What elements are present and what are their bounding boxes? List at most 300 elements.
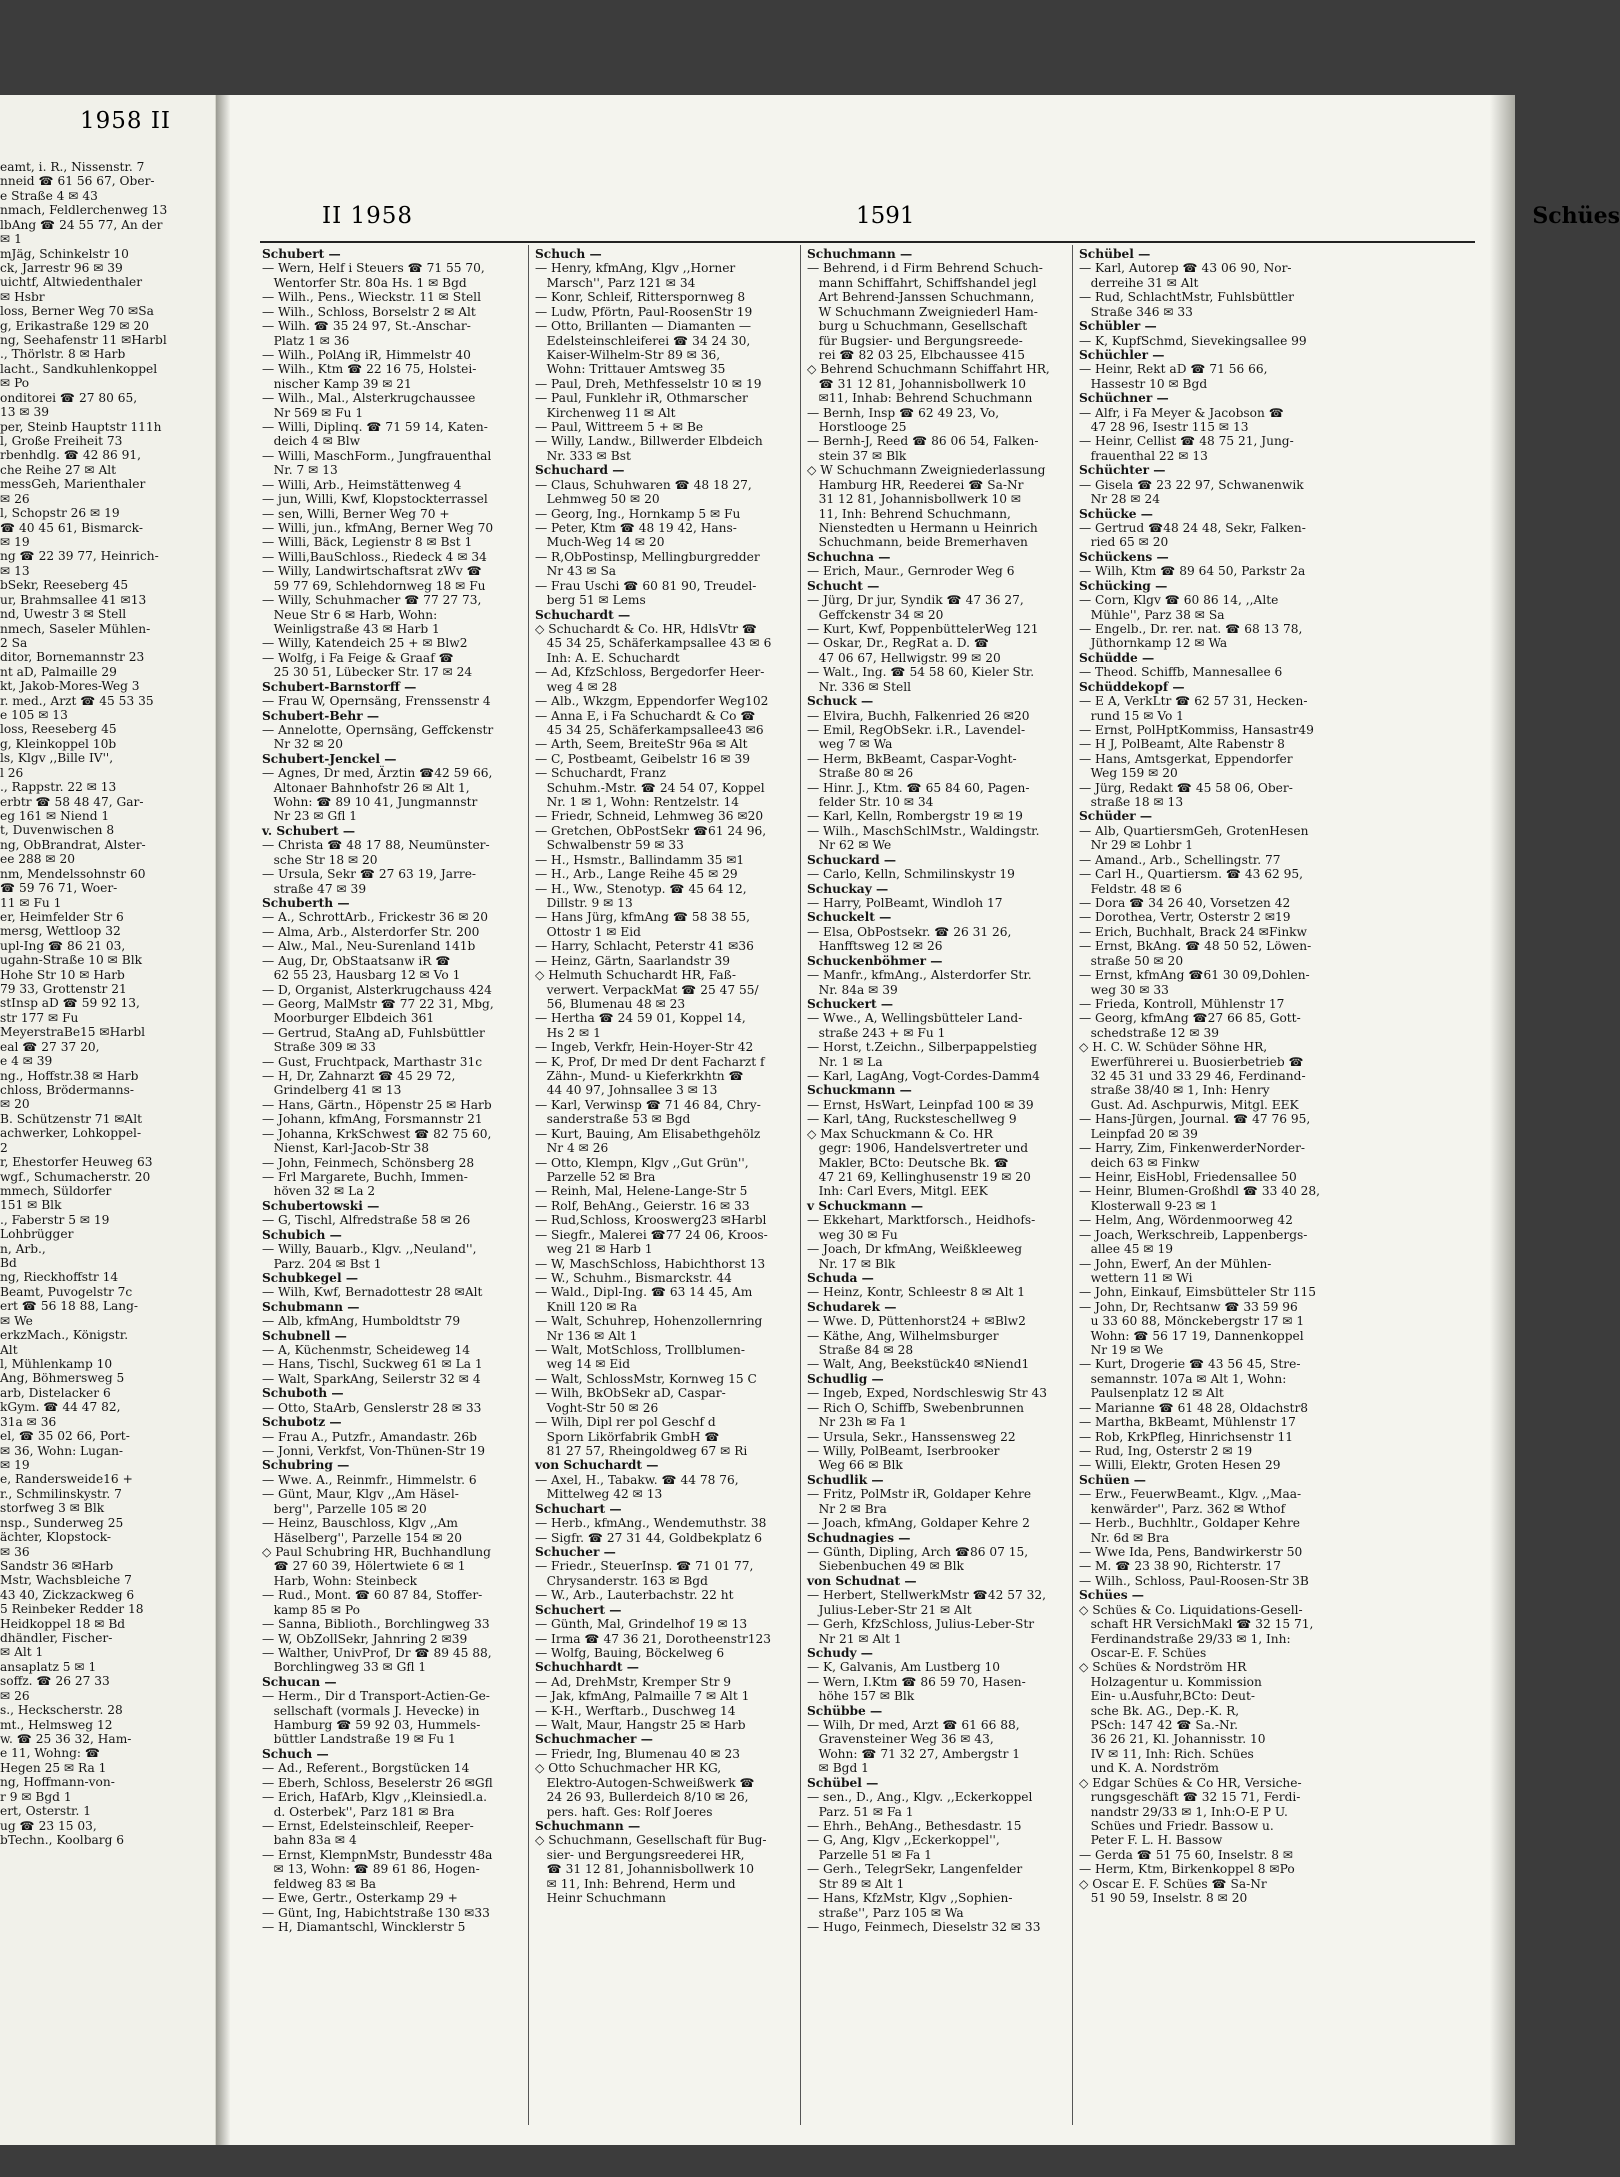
directory-entry-line: w. ☎ 25 36 32, Ham- bbox=[0, 1731, 132, 1746]
directory-entry-line: nischer Kamp 39 ✉ 21 bbox=[262, 376, 412, 391]
directory-entry-line: — H., Hsmstr., Ballindamm 35 ✉1 bbox=[535, 852, 745, 867]
directory-entry-line: deich 63 ✉ Finkw bbox=[1079, 1155, 1200, 1170]
directory-entry-line: — John, Dr, Rechtsanw ☎ 33 59 96 bbox=[1079, 1299, 1298, 1314]
directory-entry-line: ◇ Schües & Nordström HR bbox=[1079, 1660, 1247, 1675]
directory-entry-line: ☎ 27 60 39, Hölertwiete 6 ✉ 1 bbox=[262, 1559, 466, 1574]
directory-entry-line: 59 77 69, Schlehdornweg 18 ✉ Fu bbox=[262, 578, 486, 593]
directory-entry-line: Moorburger Elbdeich 361 bbox=[262, 1011, 435, 1026]
directory-entry-line: rei ☎ 82 03 25, Elbchaussee 415 bbox=[807, 347, 1025, 362]
directory-entry-line: — Friedr, Schneid, Lehmweg 36 ✉20 bbox=[535, 809, 764, 824]
directory-entry-line: — John, Feinmech, Schönsberg 28 bbox=[262, 1155, 475, 1170]
directory-entry-line: Schücke — bbox=[1079, 506, 1153, 521]
directory-entry-line: — Alfr, i Fa Meyer & Jacobson ☎ bbox=[1079, 405, 1284, 420]
directory-entry-line: Voght-Str 50 ✉ 26 bbox=[535, 1400, 659, 1415]
directory-entry-line: Gravensteiner Weg 36 ✉ 43, bbox=[807, 1732, 994, 1747]
directory-entry-line: — Frau Uschi ☎ 60 81 90, Treudel- bbox=[535, 578, 757, 593]
directory-entry-line: PSch: 147 42 ☎ Sa.-Nr. bbox=[1079, 1718, 1239, 1733]
directory-entry-line: — John, Ewerf, An der Mühlen- bbox=[1079, 1256, 1272, 1271]
directory-entry-line: ✉11, Inhab: Behrend Schuchmann bbox=[807, 391, 1033, 406]
directory-entry-line: — Reinh, Mal, Helene-Lange-Str 5 bbox=[535, 1184, 748, 1199]
page-edge-shadow bbox=[1490, 95, 1515, 2145]
directory-entry-line: — Wilh, Dr med, Arzt ☎ 61 66 88, bbox=[807, 1718, 1020, 1733]
directory-entry-line: g, Erikastraße 129 ✉ 20 bbox=[0, 318, 150, 333]
directory-entry-line: — Walt, Ang, Beekstück40 ✉Niend1 bbox=[807, 1357, 1030, 1372]
directory-entry-line: frauenthal 22 ✉ 13 bbox=[1079, 448, 1208, 463]
directory-entry-line: — John, Einkauf, Eimsbütteler Str 115 bbox=[1079, 1285, 1316, 1300]
directory-entry-line: ✉ Hsbr bbox=[0, 289, 45, 304]
directory-entry-line: — Joach, kfmAng, Goldaper Kehre 2 bbox=[807, 1516, 1030, 1531]
directory-entry-line: dhändler, Fischer- bbox=[0, 1631, 113, 1646]
directory-entry-line: — Ursula, Sekr., Hanssensweg 22 bbox=[807, 1429, 1016, 1444]
directory-column-3 bbox=[807, 247, 1067, 1934]
directory-entry-line: — Heinr, Cellist ☎ 48 75 21, Jung- bbox=[1079, 434, 1294, 449]
directory-entry-line: Schudlik — bbox=[807, 1472, 884, 1487]
directory-entry-line: verwert. VerpackMat ☎ 25 47 55/ bbox=[535, 982, 759, 997]
directory-entry-line: Schuchert — bbox=[535, 1602, 622, 1617]
directory-entry-line: — Wilh, Dipl rer pol Geschf d bbox=[535, 1415, 716, 1430]
directory-entry-line: Schudnagies — bbox=[807, 1530, 911, 1545]
directory-entry-line: Schudarek — bbox=[807, 1299, 897, 1314]
directory-entry-line: 62 55 23, Hausbarg 12 ✉ Vo 1 bbox=[262, 968, 461, 983]
directory-entry-line: — H, Dr, Zahnarzt ☎ 45 29 72, bbox=[262, 1069, 456, 1084]
directory-entry-line: — Wolfg, Bauing, Böckelweg 6 bbox=[535, 1645, 725, 1660]
directory-entry-line: Borchlingweg 33 ✉ Gfl 1 bbox=[262, 1660, 427, 1675]
directory-entry-line: Nr. 17 ✉ Blk bbox=[807, 1256, 896, 1271]
directory-entry-line: l, Schopstr 26 ✉ 19 bbox=[0, 506, 120, 521]
directory-entry-line: felder Str. 10 ✉ 34 bbox=[807, 795, 934, 810]
directory-entry-line: Weinligstraße 43 ✉ Harb 1 bbox=[262, 621, 440, 636]
directory-entry-line: sche Bk. AG., Dep.-K. R, bbox=[1079, 1703, 1240, 1718]
directory-entry-line: Schuchmann — bbox=[535, 1818, 641, 1833]
directory-entry-line: gegr: 1906, Handelsvertreter und bbox=[807, 1141, 1029, 1156]
directory-entry-line: rungsgeschäft ☎ 32 15 71, Ferdi- bbox=[1079, 1790, 1301, 1805]
directory-entry-line: Schüdde — bbox=[1079, 650, 1155, 665]
directory-entry-line: — Axel, H., Tabakw. ☎ 44 78 76, bbox=[535, 1472, 739, 1487]
directory-entry-line: — Walt, Schuhrep, Hohenzollernring bbox=[535, 1314, 763, 1329]
directory-entry-line: ug ☎ 23 15 03, bbox=[0, 1818, 97, 1833]
directory-entry-line: Schüder — bbox=[1079, 809, 1153, 824]
directory-entry-line: kGym. ☎ 44 47 82, bbox=[0, 1400, 121, 1415]
directory-entry-line: r 9 ✉ Bgd 1 bbox=[0, 1789, 72, 1804]
directory-entry-line: r., Schmilinskystr. 7 bbox=[0, 1486, 122, 1501]
directory-entry-line: — Johanna, KrkSchwest ☎ 82 75 60, bbox=[262, 1126, 492, 1141]
directory-entry-line: Straße 80 ✉ 26 bbox=[807, 766, 914, 781]
directory-entry-line: — Erw., FeuerwBeamt., Klgv. ,,Maa- bbox=[1079, 1487, 1302, 1502]
directory-entry-line: nm, Mendelssohnstr 60 bbox=[0, 866, 146, 881]
directory-entry-line: ◇ Edgar Schües & Co HR, Versiche- bbox=[1079, 1775, 1302, 1790]
directory-entry-line: — K, KupfSchmd, Sievekingsallee 99 bbox=[1079, 333, 1307, 348]
directory-entry-line: Beamt, Puvogelstr 7c bbox=[0, 1284, 133, 1299]
directory-entry-line: nneid ☎ 61 56 67, Ober- bbox=[0, 174, 155, 189]
directory-entry-line: Ottostr 1 ✉ Eid bbox=[535, 924, 641, 939]
directory-entry-line: nmech, Saseler Mühlen- bbox=[0, 621, 151, 636]
directory-entry-line: Schwalbenstr 59 ✉ 33 bbox=[535, 838, 684, 853]
directory-entry-line: — Behrend, i d Firm Behrend Schuch- bbox=[807, 261, 1043, 276]
directory-entry-line: kenwärder'', Parz. 362 ✉ Wthof bbox=[1079, 1501, 1286, 1516]
directory-entry-line: — Willy, Bauarb., Klgv. ,,Neuland'', bbox=[262, 1242, 477, 1257]
directory-entry-line: 43 40, Zickzackweg 6 bbox=[0, 1587, 135, 1602]
directory-entry-line: B. Schützenstr 71 ✉Alt bbox=[0, 1111, 143, 1126]
directory-entry-line: — Rud, SchlachtMstr, Fuhlsbüttler bbox=[1079, 290, 1294, 305]
directory-entry-line: Schucht — bbox=[807, 578, 880, 593]
directory-entry-line: ck, Jarrestr 96 ✉ 39 bbox=[0, 260, 123, 275]
directory-entry-line: ◇ Schües & Co. Liquidations-Gesell- bbox=[1079, 1602, 1303, 1617]
directory-entry-line: ✉ 13 bbox=[0, 563, 30, 578]
directory-entry-line: — Gertrud ☎48 24 48, Sekr, Falken- bbox=[1079, 521, 1306, 536]
directory-entry-line: — Alb, kfmAng, Humboldtstr 79 bbox=[262, 1314, 461, 1329]
directory-entry-line: Schuch — bbox=[262, 1746, 329, 1761]
directory-entry-line: — Hans, Tischl, Suckweg 61 ✉ La 1 bbox=[262, 1357, 483, 1372]
directory-entry-line: ✉ Po bbox=[0, 376, 30, 391]
directory-entry-line: Alt bbox=[0, 1342, 18, 1357]
right-page bbox=[230, 95, 1620, 2145]
directory-entry-line: Mittelweg 42 ✉ 13 bbox=[535, 1487, 663, 1502]
directory-entry-line: Hs 2 ✉ 1 bbox=[535, 1025, 601, 1040]
directory-entry-line: Horstlooge 25 bbox=[807, 420, 907, 435]
directory-entry-line: — Wilh., PolAng iR, Himmelstr 40 bbox=[262, 347, 471, 362]
directory-entry-line: Straße 346 ✉ 33 bbox=[1079, 304, 1193, 319]
directory-entry-line: — Agnes, Dr med, Ärztin ☎42 59 66, bbox=[262, 766, 493, 781]
directory-entry-line: — Elsa, ObPostsekr. ☎ 26 31 26, bbox=[807, 924, 1012, 939]
directory-entry-line: — Gerh, KfzSchloss, Julius-Leber-Str bbox=[807, 1617, 1035, 1632]
directory-entry-line: 25 30 51, Lübecker Str. 17 ✉ 24 bbox=[262, 665, 473, 680]
directory-entry-line: — Günth, Mal, Grindelhof 19 ✉ 13 bbox=[535, 1617, 748, 1632]
directory-entry-line: — Wwe. A., Reinmfr., Himmelstr. 6 bbox=[262, 1472, 477, 1487]
directory-entry-line: Schubmann — bbox=[262, 1299, 360, 1314]
directory-entry-line: Schubertowski — bbox=[262, 1198, 380, 1213]
directory-entry-line: Wohn: ☎ 89 10 41, Jungmannstr bbox=[262, 795, 478, 810]
directory-entry-line: — Gerda ☎ 51 75 60, Inselstr. 8 ✉ bbox=[1079, 1847, 1294, 1862]
directory-entry-line: Elektro-Autogen-Schweißwerk ☎ bbox=[535, 1775, 755, 1790]
directory-entry-line: — Alw., Mal., Neu-Surenland 141b bbox=[262, 939, 476, 954]
directory-entry-line: kt, Jakob-Mores-Weg 3 bbox=[0, 679, 140, 694]
directory-entry-line: Schuchart — bbox=[535, 1501, 622, 1516]
directory-column-2 bbox=[535, 247, 795, 1906]
directory-entry-line: ◇ Behrend Schuchmann Schiffahrt HR, bbox=[807, 362, 1050, 377]
directory-entry-line: Schuchmann, beide Bremerhaven bbox=[807, 535, 1028, 550]
directory-entry-line: Mstr, Wachsbleiche 7 bbox=[0, 1573, 132, 1588]
directory-entry-line: Makler, BCto: Deutsche Bk. ☎ bbox=[807, 1155, 1009, 1170]
directory-entry-line: 24 26 93, Bullerdeich 8/10 ✉ 26, bbox=[535, 1790, 749, 1805]
directory-entry-line: 47 06 67, Hellwigstr. 99 ✉ 20 bbox=[807, 650, 1001, 665]
directory-entry-line: ansaplatz 5 ✉ 1 bbox=[0, 1659, 97, 1674]
directory-entry-line: e 105 ✉ 13 bbox=[0, 708, 68, 723]
directory-entry-line: Schuckay — bbox=[807, 881, 889, 896]
directory-entry-line: 47 28 96, Isestr 115 ✉ 13 bbox=[1079, 420, 1249, 435]
directory-entry-line: Wohn: Trittauer Amtsweg 35 bbox=[535, 362, 726, 377]
directory-entry-line: — Jürg, Redakt ☎ 45 58 06, Ober- bbox=[1079, 780, 1293, 795]
directory-entry-line: Nr 21 ✉ Alt 1 bbox=[807, 1631, 902, 1646]
directory-column-4 bbox=[1079, 247, 1339, 1906]
directory-entry-line: — Kurt, Drogerie ☎ 43 56 45, Stre- bbox=[1079, 1357, 1301, 1372]
directory-entry-line: ✉ 11, Inh: Behrend, Herm und bbox=[535, 1876, 736, 1891]
directory-entry-line: — Arth, Seem, BreiteStr 96a ✉ Alt bbox=[535, 737, 748, 752]
directory-entry-line: Parz. 204 ✉ Bst 1 bbox=[262, 1256, 382, 1271]
directory-entry-line: ugahn-Straße 10 ✉ Blk bbox=[0, 953, 143, 968]
directory-entry-line: — W., Schuhm., Bismarckstr. 44 bbox=[535, 1270, 732, 1285]
directory-entry-line: Oscar-E. F. Schües bbox=[1079, 1645, 1207, 1660]
directory-entry-line: straße 47 ✉ 39 bbox=[262, 881, 367, 896]
directory-entry-line: burg u Schuchmann, Gesellschaft bbox=[807, 319, 1028, 334]
directory-entry-line: nandstr 29/33 ✉ 1, Inh:O-E P U. bbox=[1079, 1804, 1288, 1819]
directory-entry-line: 51 90 59, Inselstr. 8 ✉ 20 bbox=[1079, 1891, 1248, 1906]
directory-entry-line: — Karl, tAng, Rucksteschellweg 9 bbox=[807, 1112, 1017, 1127]
directory-entry-line: bSekr, Reeseberg 45 bbox=[0, 578, 129, 593]
directory-entry-line: ., Thörlstr. 8 ✉ Harb bbox=[0, 347, 126, 362]
directory-entry-line: — Günt, Ing, Habichtstraße 130 ✉33 bbox=[262, 1905, 490, 1920]
directory-entry-line: Hamburg HR, Reederei ☎ Sa-Nr bbox=[807, 477, 1024, 492]
directory-entry-line: Schuckmann — bbox=[807, 1083, 912, 1098]
directory-entry-line: mmech, Süldorfer bbox=[0, 1183, 112, 1198]
directory-entry-line: 31 12 81, Johannisbollwerk 10 ✉ bbox=[807, 492, 1022, 507]
directory-entry-line: — Dorothea, Vertr, Osterstr 2 ✉19 bbox=[1079, 910, 1291, 925]
directory-entry-line: — Otto, Klempn, Klgv ,,Gut Grün'', bbox=[535, 1155, 749, 1170]
left-page-column bbox=[0, 160, 210, 1847]
directory-entry-line: — G, Ang, Klgv ,,Eckerkoppel'', bbox=[807, 1833, 1000, 1848]
directory-entry-line: Bd bbox=[0, 1256, 17, 1271]
directory-entry-line: — H, Diamantschl, Wincklerstr 5 bbox=[262, 1919, 466, 1934]
directory-entry-line: — Ernst, HsWart, Leinpfad 100 ✉ 39 bbox=[807, 1097, 1034, 1112]
directory-entry-line: — A, Küchenmstr, Scheideweg 14 bbox=[262, 1343, 470, 1358]
directory-entry-line: — Erich, Maur., Gernroder Weg 6 bbox=[807, 564, 1015, 579]
directory-entry-line: — Karl, LagAng, Vogt-Cordes-Damm4 bbox=[807, 1069, 1040, 1084]
directory-entry-line: mt., Helmsweg 12 bbox=[0, 1717, 113, 1732]
directory-entry-line: Schüchler — bbox=[1079, 347, 1165, 362]
directory-entry-line: r, Ehestorfer Heuweg 63 bbox=[0, 1155, 153, 1170]
directory-entry-line: — Ingeb, Verkfr, Hein-Hoyer-Str 42 bbox=[535, 1040, 754, 1055]
directory-entry-line: uichtf, Altwiedenthaler bbox=[0, 275, 143, 290]
directory-entry-line: Kirchenweg 11 ✉ Alt bbox=[535, 405, 676, 420]
directory-entry-line: Feldstr. 48 ✉ 6 bbox=[1079, 881, 1182, 896]
directory-entry-line: Weg 66 ✉ Blk bbox=[807, 1458, 903, 1473]
directory-entry-line: mersg, Wettloop 32 bbox=[0, 924, 121, 939]
directory-entry-line: — Erich, Buchhalt, Brack 24 ✉Finkw bbox=[1079, 924, 1307, 939]
directory-entry-line: n, Arb., bbox=[0, 1241, 46, 1256]
directory-entry-line: Schübel — bbox=[807, 1775, 879, 1790]
directory-entry-line: — Alb., Wkzgm, Eppendorfer Weg102 bbox=[535, 694, 769, 709]
directory-entry-line: — Amand., Arb., Schellingstr. 77 bbox=[1079, 852, 1281, 867]
directory-entry-line: Hanfftsweg 12 ✉ 26 bbox=[807, 939, 943, 954]
directory-entry-line: — Gretchen, ObPostSekr ☎61 24 96, bbox=[535, 823, 767, 838]
directory-entry-line: — Wilh, BkObSekr aD, Caspar- bbox=[535, 1386, 726, 1401]
directory-entry-line: — K-H., Werftarb., Duschweg 14 bbox=[535, 1703, 736, 1718]
directory-entry-line: Nr. 7 ✉ 13 bbox=[262, 463, 338, 478]
directory-entry-line: Siebenbuchen 49 ✉ Blk bbox=[807, 1559, 964, 1574]
directory-entry-line: — Ekkehart, Marktforsch., Heidhofs- bbox=[807, 1213, 1036, 1228]
directory-entry-line: — E A, VerkLtr ☎ 62 57 31, Hecken- bbox=[1079, 694, 1308, 709]
directory-entry-line: — sen., D., Ang., Klgv. ,,Eckerkoppel bbox=[807, 1790, 1033, 1805]
directory-entry-line: erkzMach., Königstr. bbox=[0, 1328, 129, 1343]
directory-entry-line: e, Randersweide16 + bbox=[0, 1472, 133, 1487]
directory-entry-line: Nienst, Karl-Jacob-Str 38 bbox=[262, 1141, 430, 1156]
directory-entry-line: e 4 ✉ 39 bbox=[0, 1054, 53, 1069]
directory-entry-line: nsp., Sunderweg 25 bbox=[0, 1515, 124, 1530]
directory-entry-line: — Claus, Schuhwaren ☎ 48 18 27, bbox=[535, 477, 752, 492]
directory-entry-line: — Willy, Landwirtschaftsrat zWv ☎ bbox=[262, 564, 482, 579]
directory-entry-line: Heinr Schuchmann bbox=[535, 1891, 666, 1906]
directory-entry-line: — Hertha ☎ 24 59 01, Koppel 14, bbox=[535, 1011, 746, 1026]
directory-entry-line: nmach, Feldlerchenweg 13 bbox=[0, 203, 168, 218]
directory-entry-line: — Paul, Funklehr iR, Othmarscher bbox=[535, 391, 748, 406]
directory-entry-line: 11 ✉ Fu 1 bbox=[0, 895, 62, 910]
directory-entry-line: sanderstraße 53 ✉ Bgd bbox=[535, 1112, 691, 1127]
directory-entry-line: stein 37 ✉ Blk bbox=[807, 448, 907, 463]
directory-entry-line: Str 89 ✉ Alt 1 bbox=[807, 1876, 905, 1891]
directory-entry-line: stInsp aD ☎ 59 92 13, bbox=[0, 996, 140, 1011]
directory-entry-line: Harb, Wohn: Steinbeck bbox=[262, 1573, 418, 1588]
directory-entry-line: Klosterwall 9-23 ✉ 1 bbox=[1079, 1198, 1218, 1213]
directory-entry-line: ee 288 ✉ 20 bbox=[0, 852, 76, 867]
directory-entry-line: — Harry, Schlacht, Peterstr 41 ✉36 bbox=[535, 939, 754, 954]
directory-entry-line: Schuchhardt — bbox=[535, 1660, 639, 1675]
directory-entry-line: Schuckelt — bbox=[807, 910, 892, 925]
directory-entry-line: — Wilh., Schloss, Borselstr 2 ✉ Alt bbox=[262, 304, 476, 319]
directory-entry-line: Schubnell — bbox=[262, 1328, 347, 1343]
directory-entry-line: Peter F. L. H. Bassow bbox=[1079, 1833, 1223, 1848]
column-rule bbox=[800, 245, 801, 2125]
directory-entry-line: Knill 120 ✉ Ra bbox=[535, 1299, 638, 1314]
directory-entry-line: — Wilh., MaschSchlMstr., Waldingstr. bbox=[807, 823, 1040, 838]
directory-entry-line: — Walt, SparkAng, Seilerstr 32 ✉ 4 bbox=[262, 1371, 481, 1386]
directory-entry-line: — Wolfg, i Fa Feige & Graaf ☎ bbox=[262, 650, 454, 665]
page-number: 1591 bbox=[856, 203, 915, 229]
directory-entry-line: Schucher — bbox=[535, 1544, 616, 1559]
directory-entry-line: sier- und Bergungsreederei HR, bbox=[535, 1847, 745, 1862]
directory-entry-line: eamt, i. R., Nissenstr. 7 bbox=[0, 160, 145, 174]
directory-entry-line: Hassestr 10 ✉ Bgd bbox=[1079, 376, 1208, 391]
directory-entry-line: 47 21 69, Kellinghusenstr 19 ✉ 20 bbox=[807, 1170, 1031, 1184]
directory-entry-line: l, Mühlenkamp 10 bbox=[0, 1357, 113, 1372]
directory-entry-line: — Wwe Ida, Pens, Bandwirkerstr 50 bbox=[1079, 1544, 1303, 1559]
directory-entry-line: Nr. 1 ✉ La bbox=[807, 1054, 883, 1069]
directory-entry-line: chloss, Brödermanns- bbox=[0, 1083, 135, 1097]
directory-entry-line: Nr. 1 ✉ 1, Wohn: Rentzelstr. 14 bbox=[535, 795, 740, 810]
directory-entry-line: Schucan — bbox=[262, 1674, 337, 1689]
directory-entry-line: 151 ✉ Blk bbox=[0, 1198, 62, 1213]
directory-entry-line: ✉ 19 bbox=[0, 534, 30, 549]
directory-entry-line: u 33 60 88, Mönckebergstr 17 ✉ 1 bbox=[1079, 1314, 1305, 1329]
directory-entry-line: — Walt, Maur, Hangstr 25 ✉ Harb bbox=[535, 1718, 746, 1733]
directory-entry-line: Schubotz — bbox=[262, 1415, 342, 1430]
directory-entry-line: W Schuchmann Zweigniederl Ham- bbox=[807, 304, 1038, 319]
directory-entry-line: — Aug, Dr, ObStaatsanw iR ☎ bbox=[262, 953, 451, 968]
directory-entry-line: — Ewe, Gertr., Osterkamp 29 + bbox=[262, 1891, 458, 1906]
directory-entry-line: Schuda — bbox=[807, 1270, 874, 1285]
directory-entry-line: — Willi, jun., kfmAng, Berner Weg 70 bbox=[262, 521, 494, 536]
directory-entry-line: v Schuckmann — bbox=[807, 1198, 924, 1213]
directory-entry-line: — Wilh., Mal., Alsterkrugchaussee bbox=[262, 391, 476, 406]
directory-entry-line: — Kurt, Bauing, Am Elisabethgehölz bbox=[535, 1126, 761, 1141]
directory-entry-line: IV ✉ 11, Inh: Rich. Schües bbox=[1079, 1746, 1254, 1761]
directory-entry-line: erbtr ☎ 58 48 47, Gar- bbox=[0, 794, 144, 809]
directory-entry-line: e 11, Wohng: ☎ bbox=[0, 1746, 101, 1761]
directory-entry-line: — Jürg, Dr jur, Syndik ☎ 47 36 27, bbox=[807, 593, 1024, 608]
directory-entry-line: ◇ Paul Schubring HR, Buchhandlung bbox=[262, 1544, 491, 1559]
directory-entry-line: — R,ObPostinsp, Mellingburgredder bbox=[535, 549, 760, 564]
directory-entry-line: — Emil, RegObSekr. i.R., Lavendel- bbox=[807, 722, 1026, 737]
directory-entry-line: straße 38/40 ✉ 1, Inh: Henry bbox=[1079, 1083, 1270, 1098]
directory-entry-line: — Otto, StaArb, Genslerstr 28 ✉ 33 bbox=[262, 1400, 482, 1415]
directory-entry-line: — Heinz, Gärtn, Saarlandstr 39 bbox=[535, 953, 731, 968]
directory-entry-line: Häselberg'', Parzelle 154 ✉ 20 bbox=[262, 1530, 462, 1545]
directory-entry-line: Zähn-, Mund- u Kieferkrkhtn ☎ bbox=[535, 1069, 744, 1084]
directory-entry-line: — Ernst, Edelsteinschleif, Reeper- bbox=[262, 1818, 474, 1833]
directory-entry-line: ☎ 40 45 61, Bismarck- bbox=[0, 520, 143, 535]
directory-entry-line: Nr 19 ✉ We bbox=[1079, 1343, 1164, 1358]
directory-entry-line: Nr 23h ✉ Fa 1 bbox=[807, 1415, 907, 1430]
directory-entry-line: ried 65 ✉ 20 bbox=[1079, 535, 1169, 550]
directory-entry-line: ng, Hoffmann-von- bbox=[0, 1775, 115, 1790]
directory-entry-line: Paulsenplatz 12 ✉ Alt bbox=[1079, 1386, 1224, 1401]
directory-entry-line: Schuck — bbox=[807, 694, 874, 709]
directory-entry-line: 2 Sa bbox=[0, 635, 28, 650]
directory-entry-line: ✉ Bgd 1 bbox=[807, 1761, 869, 1776]
directory-entry-line: weg 30 ✉ 33 bbox=[1079, 982, 1169, 997]
directory-entry-line: t, Duvenwischen 8 bbox=[0, 823, 115, 838]
directory-entry-line: Parzelle 51 ✉ Fa 1 bbox=[807, 1847, 932, 1862]
directory-entry-line: Art Behrend-Janssen Schuchmann, bbox=[807, 290, 1035, 305]
header-rule bbox=[260, 241, 1475, 243]
directory-entry-line: ◇ Schuchmann, Gesellschaft für Bug- bbox=[535, 1833, 767, 1848]
directory-entry-line: Nr. 84a ✉ 39 bbox=[807, 982, 898, 997]
directory-entry-line: von Schudnat — bbox=[807, 1573, 917, 1588]
directory-entry-line: — Elvira, Buchh, Falkenried 26 ✉20 bbox=[807, 708, 1030, 723]
directory-entry-line: ng, Seehafenstr 11 ✉Harbl bbox=[0, 333, 167, 348]
directory-entry-line: Schuckard — bbox=[807, 852, 897, 867]
directory-entry-line: — Willy, Landw., Billwerder Elbdeich bbox=[535, 434, 763, 449]
directory-entry-line: nd, Uwestr 3 ✉ Stell bbox=[0, 607, 127, 622]
column-rule bbox=[528, 245, 529, 2125]
directory-entry-line: er, Heimfelder Str 6 bbox=[0, 909, 124, 924]
directory-entry-line: Kaiser-Wilhelm-Str 89 ✉ 36, bbox=[535, 347, 721, 362]
directory-entry-line: — Schuchardt, Franz bbox=[535, 766, 666, 781]
directory-entry-line: — Georg, kfmAng ☎27 66 85, Gott- bbox=[1079, 1011, 1301, 1026]
directory-entry-line: lbAng ☎ 24 55 77, An der bbox=[0, 217, 163, 232]
directory-entry-line: — Engelb., Dr. rer. nat. ☎ 68 13 78, bbox=[1079, 621, 1303, 636]
directory-entry-line: — Harry, PolBeamt, Windloh 17 bbox=[807, 895, 1003, 910]
directory-entry-line: Much-Weg 14 ✉ 20 bbox=[535, 535, 665, 550]
directory-entry-line: — Hans, KfzMstr, Klgv ,,Sophien- bbox=[807, 1891, 1013, 1906]
directory-entry-line: el, ☎ 35 02 66, Port- bbox=[0, 1429, 130, 1444]
directory-entry-line: — K, Prof, Dr med Dr dent Facharzt f bbox=[535, 1054, 765, 1069]
directory-entry-line: — Erich, HafArb, Klgv ,,Kleinsiedl.a. bbox=[262, 1790, 488, 1805]
directory-entry-line: — Konr, Schleif, Ritterspornweg 8 bbox=[535, 290, 746, 305]
directory-entry-line: Nr 136 ✉ Alt 1 bbox=[535, 1328, 638, 1343]
directory-entry-line: — Frau A., Putzfr., Amandastr. 26b bbox=[262, 1429, 477, 1444]
directory-entry-line: — Annelotte, Opernsäng, Geffckenstr bbox=[262, 722, 494, 737]
directory-entry-line: — Rud,Schloss, Krooswerg23 ✉Harbl bbox=[535, 1213, 767, 1228]
directory-entry-line: weg 7 ✉ Wa bbox=[807, 737, 893, 752]
directory-entry-line: — Herm, Ktm, Birkenkoppel 8 ✉Po bbox=[1079, 1862, 1295, 1877]
directory-entry-line: Schuckert — bbox=[807, 996, 894, 1011]
directory-entry-line: ◇ Otto Schuchmacher HR KG, bbox=[535, 1761, 722, 1776]
directory-entry-line: ✉ 26 bbox=[0, 1688, 30, 1703]
directory-entry-line: ◇ Schuchardt & Co. HR, HdlsVtr ☎ bbox=[535, 621, 758, 636]
directory-entry-line: — Jak, kfmAng, Palmaille 7 ✉ Alt 1 bbox=[535, 1689, 750, 1704]
directory-entry-line: — Horst, t.Zeichn., Silberpappelstieg bbox=[807, 1040, 1038, 1055]
directory-entry-line: Nr 32 ✉ 20 bbox=[262, 737, 343, 752]
directory-entry-line: Nr. 336 ✉ Stell bbox=[807, 679, 911, 694]
directory-entry-line: höven 32 ✉ La 2 bbox=[262, 1184, 376, 1199]
directory-entry-line: — H., Arb., Lange Reihe 45 ✉ 29 bbox=[535, 867, 738, 882]
directory-entry-line: Straße 309 ✉ 33 bbox=[262, 1040, 376, 1055]
directory-entry-line: Lohbrügger bbox=[0, 1227, 74, 1242]
directory-entry-line: Nr. 6d ✉ Bra bbox=[1079, 1530, 1170, 1545]
book-gutter bbox=[216, 95, 230, 2145]
directory-entry-line: deich 4 ✉ Blw bbox=[262, 434, 361, 449]
directory-entry-line: mJäg, Schinkelstr 10 bbox=[0, 246, 129, 261]
directory-entry-line: d. Osterbek'', Parz 181 ✉ Bra bbox=[262, 1804, 455, 1819]
